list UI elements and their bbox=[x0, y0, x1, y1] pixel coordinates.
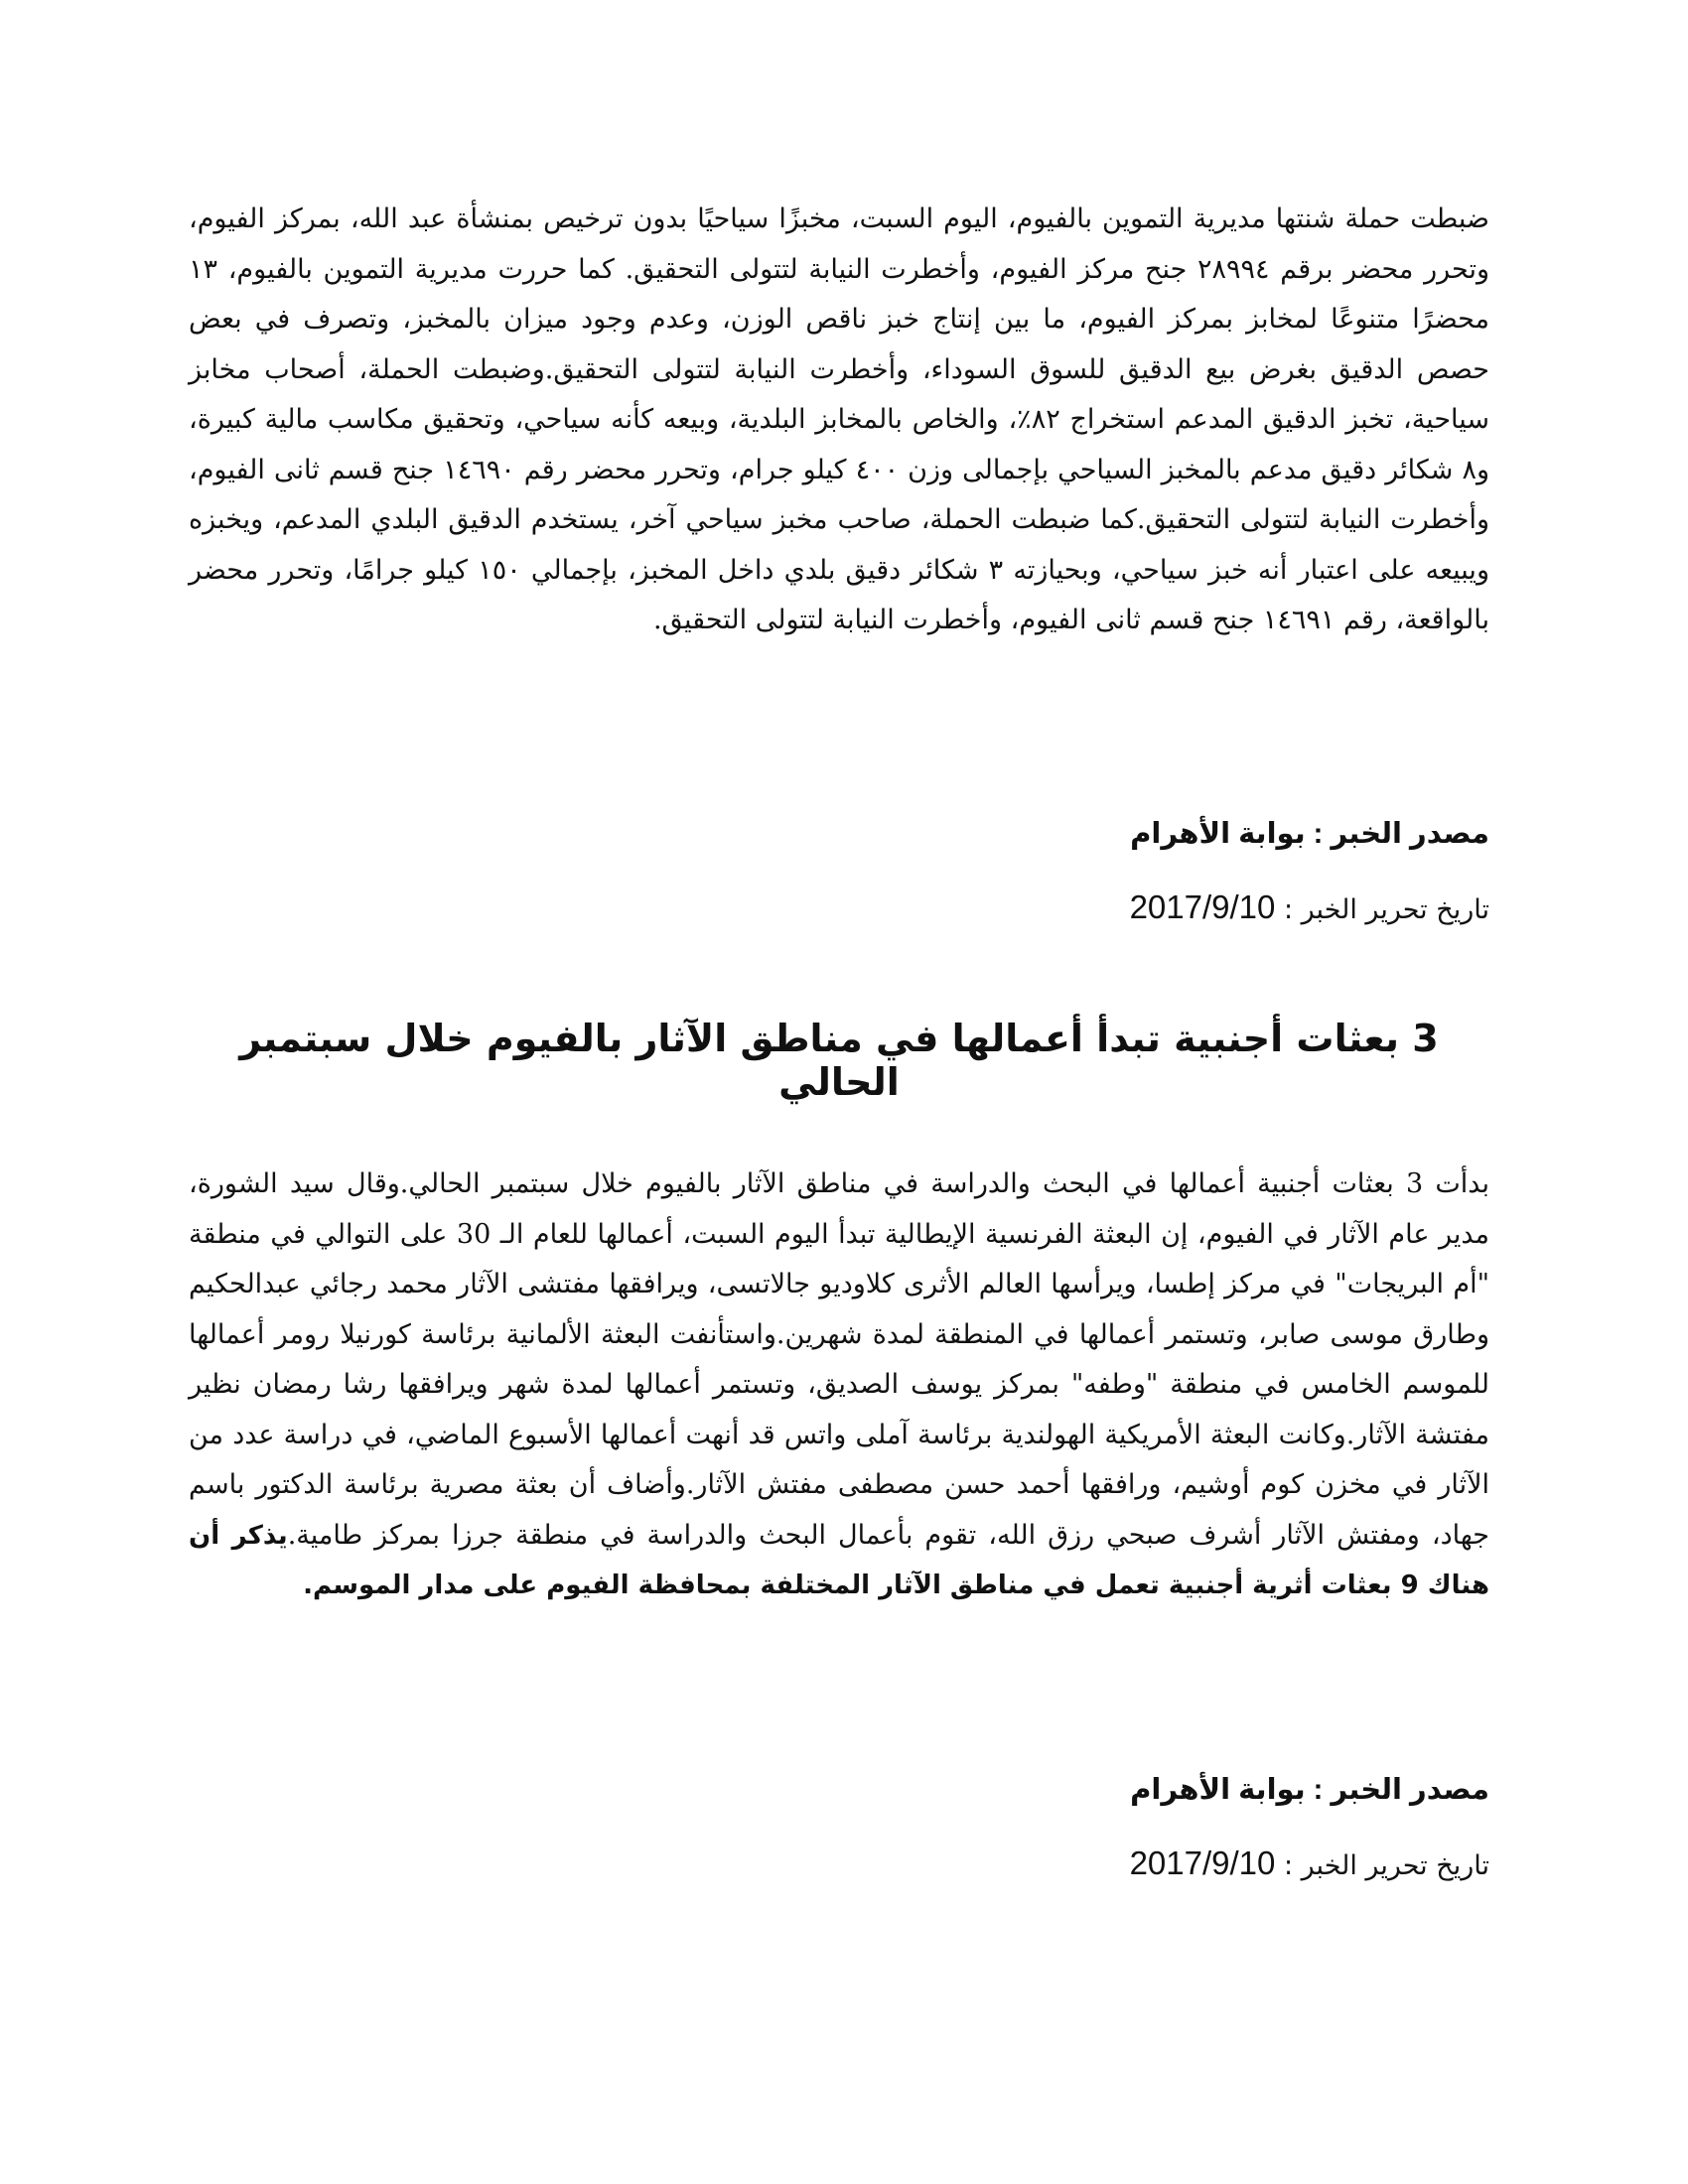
article-2-date-value: 2017/9/10 bbox=[1129, 1844, 1276, 1881]
article-2-headline: 3 بعثات أجنبية تبدأ أعمالها في مناطق الآثار بالفيوم خلال سبتمبر الحالي bbox=[239, 1017, 1439, 1104]
article-2-body-bold-text: يذكر أن هناك 9 بعثات أثرية أجنبية تعمل في مناطق الآثار المختلفة بمحافظة الفيوم على مدار الموسم. bbox=[189, 1520, 1489, 1600]
article-1-source: مصدر الخبر : بوابة الأهرام bbox=[1130, 818, 1489, 850]
article-2-body bbox=[189, 1160, 1489, 1611]
article-2-source: مصدر الخبر : بوابة الأهرام bbox=[1130, 1774, 1489, 1806]
article-1-date-label: تاريخ تحرير الخبر : bbox=[1275, 894, 1489, 925]
article-2-date bbox=[1130, 1844, 1489, 1882]
article-1-body: ضبطت حملة شنتها مديرية التموين بالفيوم، اليوم السبت، مخبزًا سياحيًا بدون ترخيص بمنشأة عبد الله، بمركز الفيوم، وتحرر محضر برقم ٢٨٩٩٤ جنح مركز الفيوم، وأخطرت النيابة لتتولى التحقيق. كما حررت مديرية التموين بالفيوم، ١٣ محضرًا متنوعًا لمخابز بمركز الفيوم، ما بين إنتاج خبز ناقص الوزن، وعدم وجود ميزان بالمخبز، وتصرف في بعض حصص الدقيق بغرض بيع الدقيق للسوق السوداء، وأخطرت النيابة لتتولى التحقيق.وضبطت الحملة، أصحاب مخابز سياحية، تخبز الدقيق المدعم استخراج ٨٢٪، والخاص بالمخابز البلدية، وبيعه كأنه سياحي، وتحقيق مكاسب مالية كبيرة، و٨ شكائر دقيق مدعم بالمخبز السياحي بإجمالى وزن ٤٠٠ كيلو جرام، وتحرر محضر رقم ١٤٦٩٠ جنح قسم ثانى الفيوم، وأخطرت النيابة لتتولى التحقيق.كما ضبطت الحملة، صاحب مخبز سياحي آخر، يستخدم الدقيق البلدي المدعم، ويخبزه ويبيعه على اعتبار أنه خبز سياحي، وبحيازته ٣ شكائر دقيق بلدي داخل المخبز، بإجمالي ١٥٠ كيلو جرامًا، وتحرر محضر بالواقعة، رقم ١٤٦٩١ جنح قسم ثانى الفيوم، وأخطرت النيابة لتتولى التحقيق. bbox=[189, 204, 1490, 635]
article-2-body-text: بدأت 3 بعثات أجنبية أعمالها في البحث والدراسة في مناطق الآثار بالفيوم خلال سبتمبر الحالي.وقال سيد الشورة، مدير عام الآثار في الفيوم، إن البعثة الفرنسية الإيطالية تبدأ اليوم السبت، أعمالها للعام الـ 30 على التوالي في منطقة "أم البريجات" في مركز إطسا، ويرأسها العالم الأثرى كلاوديو جالاتسى، ويرافقها مفتشى الآثار محمد رجائي عبدالحكيم وطارق موسى صابر، وتستمر أعمالها في المنطقة لمدة شهرين.واستأنفت البعثة الألمانية برئاسة كورنيلا رومر أعمالها للموسم الخامس في منطقة "وطفه" بمركز يوسف الصديق، وتستمر أعمالها لمدة شهر ويرافقها رشا رمضان نظير مفتشة الآثار.وكانت البعثة الأمريكية الهولندية برئاسة آملى واتس قد أنهت أعمالها الأسبوع الماضي، في دراسة عدد من الآثار في مخزن كوم أوشيم، ورافقها أحمد حسن مصطفى مفتش الآثار.وأضاف أن بعثة مصرية برئاسة الدكتور باسم جهاد، ومفتش الآثار أشرف صبحي رزق الله، تقوم بأعمال البحث والدراسة في منطقة جرزا بمركز طامية. bbox=[189, 1168, 1489, 1551]
article-1-date-value: 2017/9/10 bbox=[1129, 888, 1276, 925]
article-2-date-label: تاريخ تحرير الخبر : bbox=[1275, 1850, 1489, 1881]
article-1-date bbox=[1130, 888, 1489, 926]
